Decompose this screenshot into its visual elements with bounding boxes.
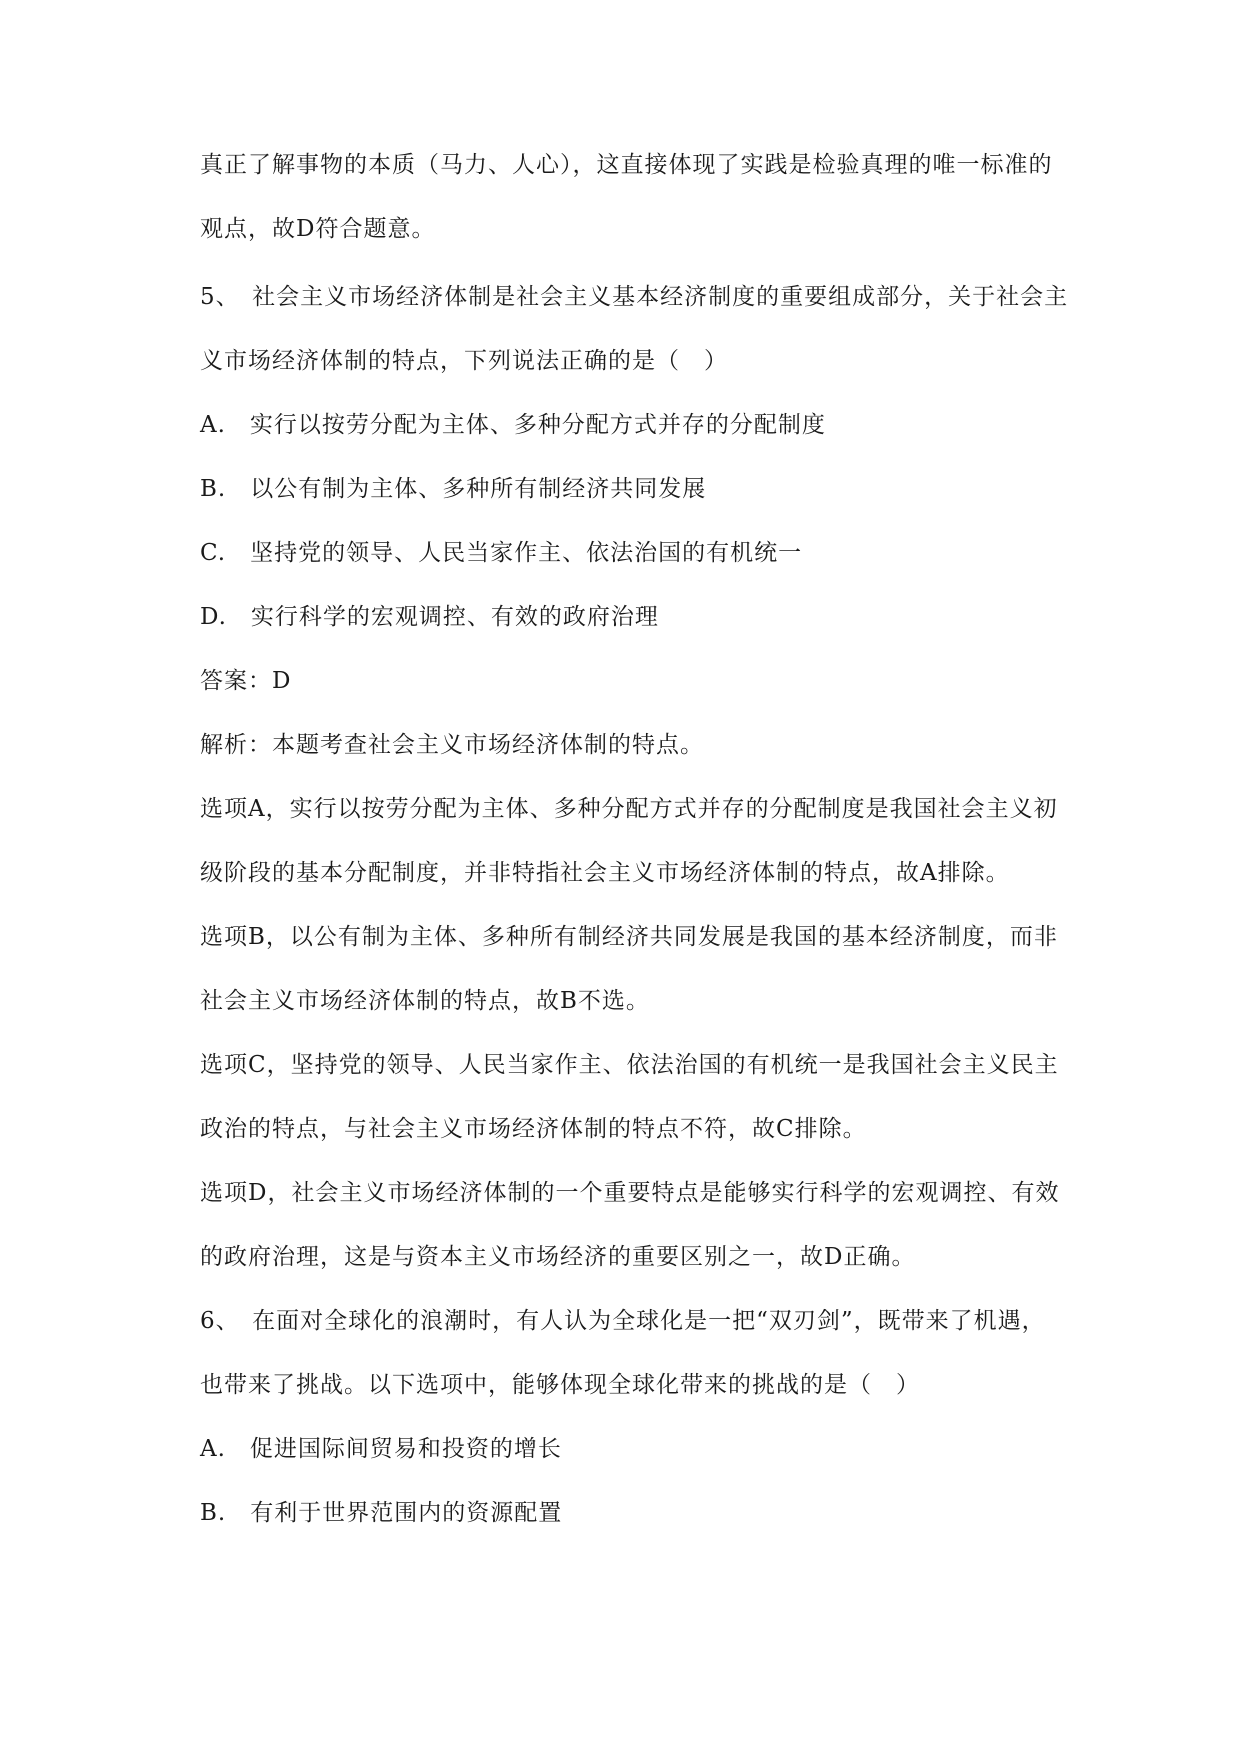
question-6-stem-cont: 也带来了挑战。以下选项中，能够体现全球化带来的挑战的是（ ） xyxy=(200,1372,920,1398)
analysis-b: 选项B，以公有制为主体、多种所有制经济共同发展是我国的基本经济制度，而非 xyxy=(200,924,1058,950)
option-b: B. 有利于世界范围内的资源配置 xyxy=(200,1500,563,1526)
answer: 答案：D xyxy=(200,668,292,694)
analysis-c: 选项C，坚持党的领导、人民当家作主、依法治国的有机统一是我国社会主义民主 xyxy=(200,1052,1059,1078)
analysis-c-cont: 政治的特点，与社会主义市场经济体制的特点不符，故C排除。 xyxy=(200,1116,867,1142)
analysis-a: 选项A，实行以按劳分配为主体、多种分配方式并存的分配制度是我国社会主义初 xyxy=(200,796,1058,822)
option-c: C. 坚持党的领导、人民当家作主、依法治国的有机统一 xyxy=(200,540,803,566)
text-line: 真正了解事物的本质（马力、人心），这直接体现了实践是检验真理的唯一标准的 xyxy=(200,152,1053,178)
analysis-intro: 解析：本题考查社会主义市场经济体制的特点。 xyxy=(200,732,704,758)
analysis-a-cont: 级阶段的基本分配制度，并非特指社会主义市场经济体制的特点，故A排除。 xyxy=(200,860,1010,886)
option-a: A. 实行以按劳分配为主体、多种分配方式并存的分配制度 xyxy=(200,412,826,438)
option-d: D. 实行科学的宏观调控、有效的政府治理 xyxy=(200,604,659,630)
analysis-d-cont: 的政府治理，这是与资本主义市场经济的重要区别之一，故D正确。 xyxy=(200,1244,916,1270)
option-a: A. 促进国际间贸易和投资的增长 xyxy=(200,1436,562,1462)
analysis-b-cont: 社会主义市场经济体制的特点，故B不选。 xyxy=(200,988,650,1014)
question-6-stem: 6、 在面对全球化的浪潮时，有人认为全球化是一把“双刃剑”，既带来了机遇， xyxy=(200,1308,1046,1334)
analysis-d: 选项D，社会主义市场经济体制的一个重要特点是能够实行科学的宏观调控、有效 xyxy=(200,1180,1060,1206)
text-line: 观点，故D符合题意。 xyxy=(200,216,436,242)
question-5-stem: 5、 社会主义市场经济体制是社会主义基本经济制度的重要组成部分，关于社会主 xyxy=(200,284,1069,310)
question-5-stem-cont: 义市场经济体制的特点，下列说法正确的是（ ） xyxy=(200,348,728,374)
option-b: B. 以公有制为主体、多种所有制经济共同发展 xyxy=(200,476,707,502)
